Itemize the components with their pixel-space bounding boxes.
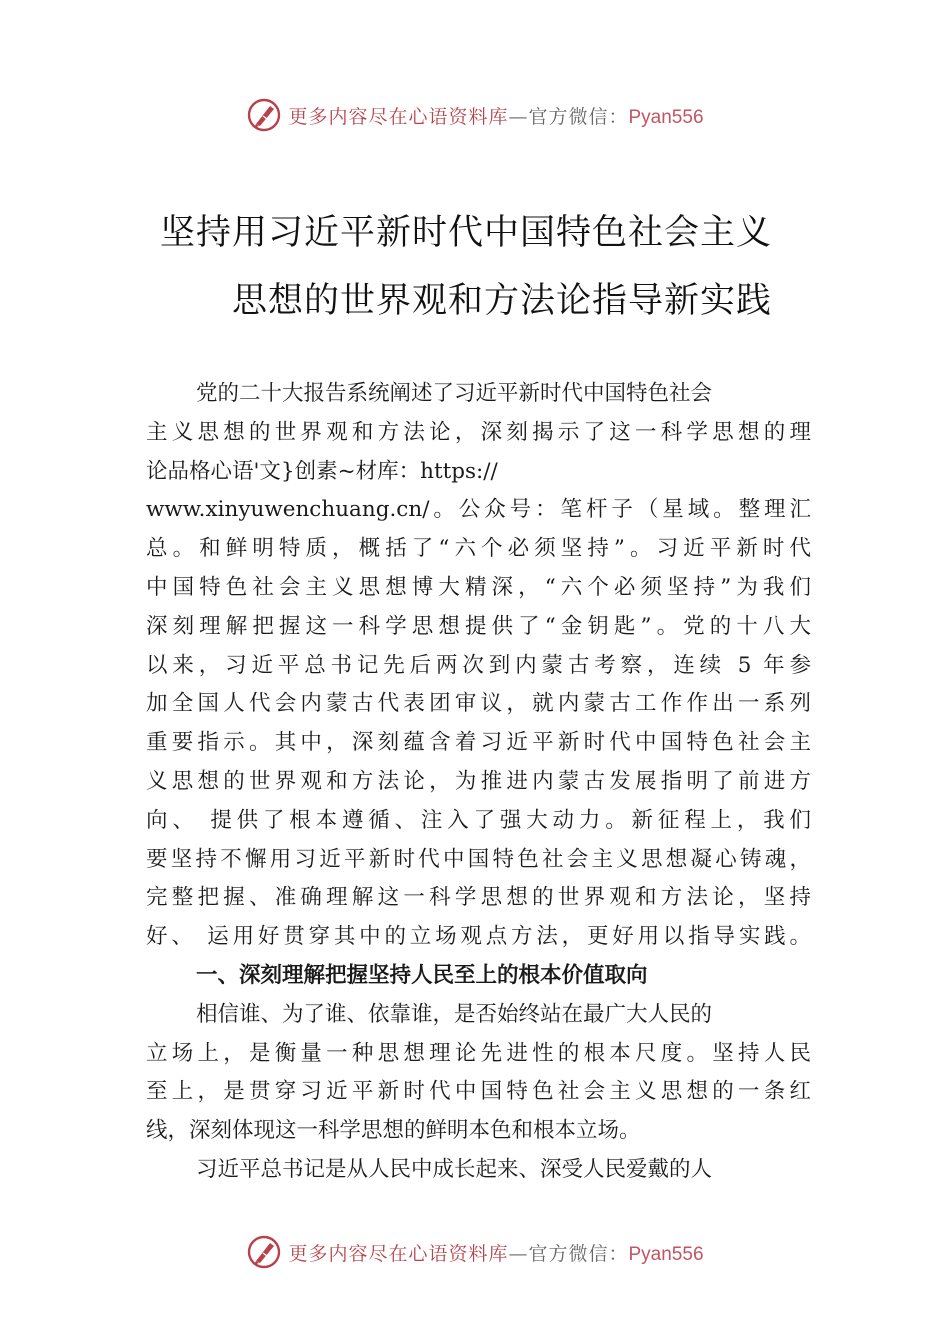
- body-line: 以来，习近平总书记先后两次到内蒙古考察，连续 5 年参: [146, 652, 811, 678]
- body-line: 总。和鲜明特质，概括了“六个必须坚持”。习近平新时代: [146, 536, 811, 562]
- body-line: 中国特色社会主义思想博大精深，“六个必须坚持”为我们: [146, 574, 811, 600]
- banner-text: 更多内容尽在心语资料库—官方微信：Pyan556: [288, 1242, 704, 1265]
- document-title-line-1: 坚持用习近平新时代中国特色社会主义: [160, 213, 773, 253]
- body-line: 义思想的世界观和方法论，为推进内蒙古发展指明了前进方: [146, 768, 811, 794]
- pen-nib-logo-icon: [246, 97, 282, 133]
- body-line: 好、 运用好贯穿其中的立场观点方法，更好用以指导实践。: [146, 924, 811, 950]
- section-heading-1: 一、深刻理解把握坚持人民至上的根本价值取向: [196, 962, 648, 988]
- body-line: 立场上，是衡量一种思想理论先进性的根本尺度。坚持人民: [146, 1040, 811, 1066]
- body-line: 加全国人代会内蒙古代表团审议，就内蒙古工作作出一系列: [146, 691, 811, 717]
- document-title-line-2: 思想的世界观和方法论指导新实践: [232, 281, 773, 321]
- header-banner: [0, 95, 950, 135]
- footer-banner: [0, 1232, 950, 1272]
- body-line: 完整把握、准确理解这一科学思想的世界观和方法论，坚持: [146, 885, 811, 911]
- body-line: 要坚持不懈用习近平新时代中国特色社会主义思想凝心铸魂，: [146, 846, 811, 872]
- body-line: 习近平总书记是从人民中成长起来、深受人民爱戴的人: [196, 1156, 713, 1182]
- pen-nib-logo-icon: [246, 1234, 282, 1270]
- body-line: 党的二十大报告系统阐述了习近平新时代中国特色社会: [196, 381, 713, 406]
- body-line: 主义思想的世界观和方法论，深刻揭示了这一科学思想的理: [146, 419, 811, 445]
- body-line: 向、 提供了根本遵循、注入了强大动力。新征程上，我们: [146, 807, 811, 833]
- wechat-id: Pyan556: [628, 1243, 704, 1265]
- body-line: 重要指示。其中，深刻蕴含着习近平新时代中国特色社会主: [146, 730, 811, 756]
- body-line: 深刻理解把握这一科学思想提供了“金钥匙”。党的十八大: [146, 613, 811, 639]
- body-line: 至上，是贯穿习近平新时代中国特色社会主义思想的一条红: [146, 1079, 811, 1105]
- body-line: 论品格心语'文}创素~材库：https://: [146, 458, 498, 484]
- body-line: www.xinyuwenchuang.cn/。公众号：笔杆子（星域。整理汇: [146, 497, 811, 523]
- banner-text: 更多内容尽在心语资料库—官方微信：Pyan556: [288, 105, 704, 128]
- body-line: 相信谁、为了谁、依靠谁，是否始终站在最广大人民的: [196, 1001, 713, 1027]
- document-body: [146, 375, 811, 1190]
- wechat-id: Pyan556: [628, 106, 704, 128]
- body-line: 线，深刻体现这一科学思想的鲜明本色和根本立场。: [146, 1118, 641, 1144]
